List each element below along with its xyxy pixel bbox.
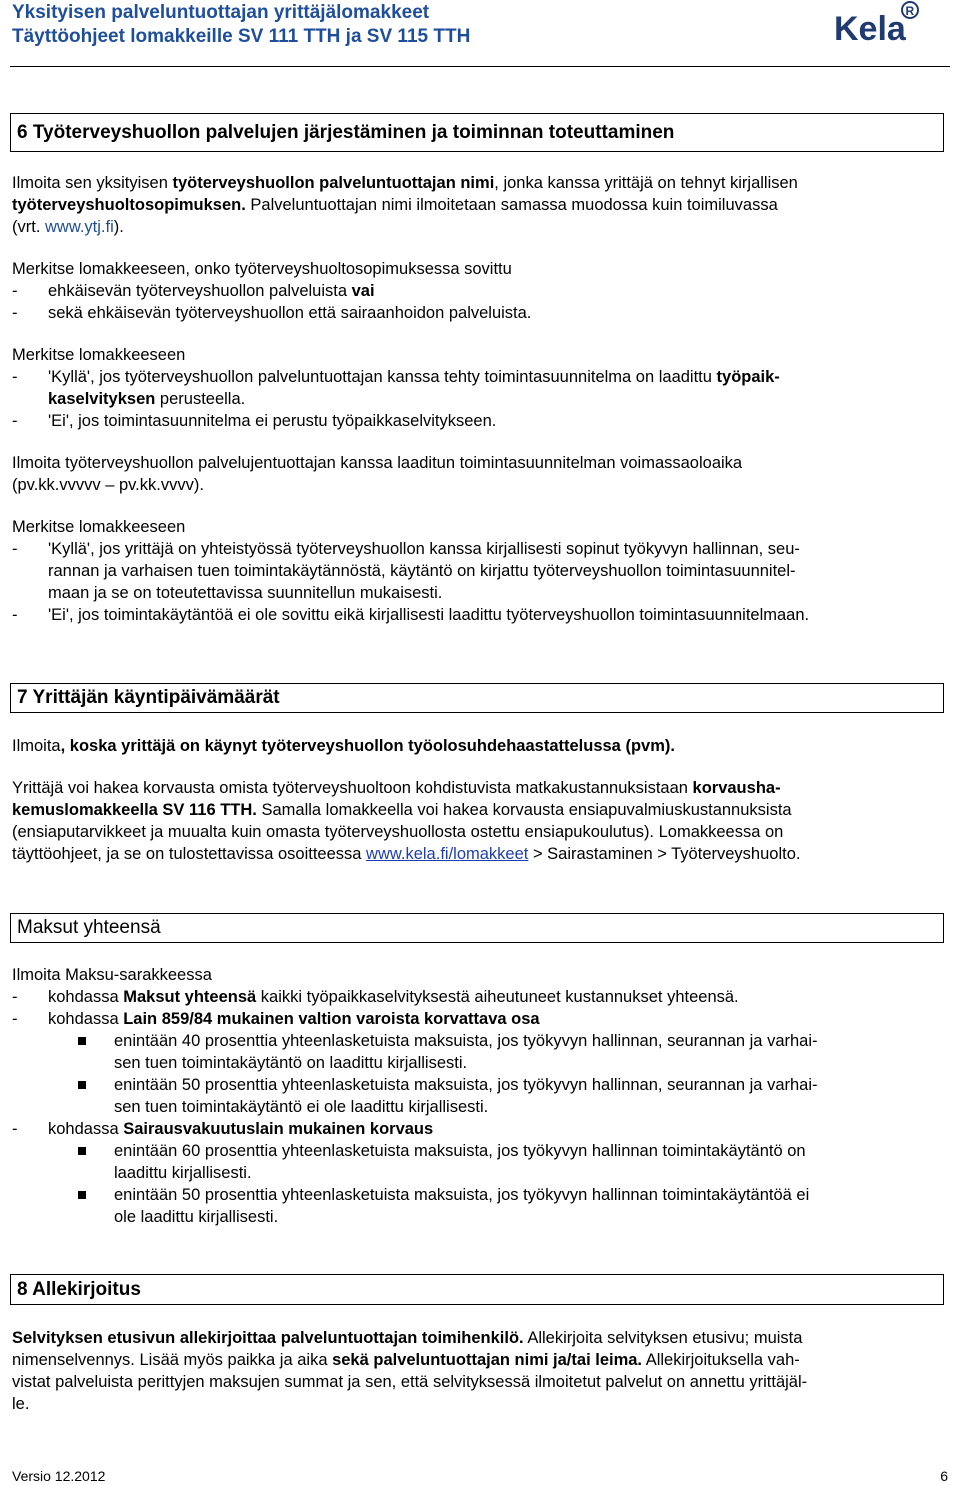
kela-lomakkeet-link[interactable]: www.kela.fi/lomakkeet xyxy=(366,845,529,863)
section-7-heading: 7 Yrittäjän käyntipäivämäärät xyxy=(10,683,944,713)
svg-text:R: R xyxy=(905,4,915,18)
list-item: - ehkäisevän työterveyshuollon palveluista vai xyxy=(12,282,375,300)
sub-list-item: enintään 60 prosenttia yhteenlasketuista maksuista, jos työkyvyn hallinnan toimintakäytäntö on laadittu kirjallisesti. xyxy=(12,1140,946,1184)
footer-version: Versio 12.2012 xyxy=(12,1468,106,1484)
section-6-heading: 6 Työterveyshuollon palvelujen järjestäminen ja toiminnan toteuttaminen xyxy=(10,113,944,152)
section-8-body: Selvityksen etusivun allekirjoittaa palveluntuottajan toimihenkilö. Allekirjoita selvityksen etusivu; muista nimenselvennys. Lisää myös paikka ja aika sekä palveluntuottajan nimi ja/tai leima. Allekirjoituksella vah- vistat palveluista perittyjen maksujen summat ja sen, että selvityksessä ilmoitetut palvelut on annettu yrittäjäl- le. xyxy=(12,1329,808,1413)
list-item: - 'Ei', jos toimintasuunnitelma ei perustu työpaikkaselvitykseen. xyxy=(12,412,497,430)
square-bullet-icon xyxy=(78,1191,86,1199)
square-bullet-icon xyxy=(78,1081,86,1089)
list-item: - kohdassa Sairausvakuutuslain mukainen korvaus xyxy=(12,1120,434,1138)
footer-page-number: 6 xyxy=(940,1468,948,1484)
kela-logo xyxy=(834,0,930,46)
square-bullet-icon xyxy=(78,1037,86,1045)
header-title: Yksityisen palveluntuottajan yrittäjälomakkeet xyxy=(12,2,430,23)
list-item: - 'Kyllä', jos yrittäjä on yhteistyössä työterveyshuollon kanssa kirjallisesti sopinut työkyvyn hallinnan, seu- rannan ja varhaisen tuen toimintakäytännöstä, käytäntö on kirjattu työterveyshuollon toimintasuunnitel- maan ja se on toteutettavissa suunnitellun mukaisesti. xyxy=(12,540,800,602)
section-6-body xyxy=(12,172,946,626)
list-item: - sekä ehkäisevän työterveyshuollon että sairaanhoidon palveluista. xyxy=(12,304,532,322)
list-item: - 'Ei', jos toimintakäytäntöä ei ole sovittu eikä kirjallisesti laadittu työterveyshuollon toimintasuunnitelmaan. xyxy=(12,606,810,624)
maksut-body xyxy=(12,964,946,1228)
list-item: - kohdassa Maksut yhteensä kaikki työpaikkaselvityksestä aiheutuneet kustannukset yhteensä. xyxy=(12,988,739,1006)
s6-paragraph-5: Merkitse lomakkeeseen - 'Kyllä', jos yrittäjä on yhteistyössä työterveyshuollon kanssa kirjallisesti sopinut työkyvyn hallinnan, seu- rannan ja varhaisen tuen toimintakäytännöstä, käytäntö on kirjattu työterveyshuollon toimintasuunnitel- maan ja se on toteutettavissa suunnitellun mukaisesti. - 'Ei', jos toimintakäytäntöä ei ole sovittu eikä kirjallisesti laadittu työterveyshuollon toimintasuunnitelmaan. xyxy=(12,516,946,626)
page-header xyxy=(12,0,470,49)
sub-list-item: enintään 40 prosenttia yhteenlasketuista maksuista, jos työkyvyn hallinnan, seurannan ja varhai- sen tuen toimintakäytäntö on laadittu kirjallisesti. xyxy=(12,1030,946,1074)
s7-paragraph-2: Yrittäjä voi hakea korvausta omista työterveyshuoltoon kohdistuvista matkakustannuksistaan korvausha- kemuslomakkeella SV 116 TTH. Samalla lomakkeella voi hakea korvausta ensiapuvalmiuskustannuksista (ensiaputarvikkeet ja muualta kuin omasta työterveyshuollosta ostettu ensiapukoulutus). Lomakkeessa on täyttöohjeet, ja se on tulostettavissa osoitteessa www.kela.fi/lomakkeet > Sairastaminen > Työterveyshuolto. xyxy=(12,779,801,863)
header-rule xyxy=(10,66,950,67)
maksut-intro: Ilmoita Maksu-sarakkeessa xyxy=(12,966,212,984)
s6-paragraph-2: Merkitse lomakkeeseen, onko työterveyshuoltosopimuksessa sovittu - ehkäisevän työterveyshuollon palveluista vai - sekä ehkäisevän työterveyshuollon että sairaanhoidon palveluista. xyxy=(12,258,946,324)
section-7-body xyxy=(12,735,946,865)
header-subtitle: Täyttöohjeet lomakkeille SV 111 TTH ja SV 115 TTH xyxy=(12,26,471,47)
svg-text:Kela: Kela xyxy=(834,10,906,46)
s6-paragraph-3: Merkitse lomakkeeseen - 'Kyllä', jos työterveyshuollon palveluntuottajan kanssa tehty toimintasuunnitelma on laadittu työpaik- kaselvityksen perusteella. - 'Ei', jos toimintasuunnitelma ei perustu työpaikkaselvitykseen. xyxy=(12,344,946,432)
s7-paragraph-1: Ilmoita, koska yrittäjä on käynyt työterveyshuollon työolosuhdehaastattelussa (pvm). xyxy=(12,737,675,755)
sub-list-item: enintään 50 prosenttia yhteenlasketuista maksuista, jos työkyvyn hallinnan toimintakäytäntöä ei ole laadittu kirjallisesti. xyxy=(12,1184,946,1228)
sub-list-item: enintään 50 prosenttia yhteenlasketuista maksuista, jos työkyvyn hallinnan, seurannan ja varhai- sen tuen toimintakäytäntö ei ole laadittu kirjallisesti. xyxy=(12,1074,946,1118)
list-item: - 'Kyllä', jos työterveyshuollon palveluntuottajan kanssa tehty toimintasuunnitelma on laadittu työpaik- kaselvityksen perusteella. xyxy=(12,368,780,408)
square-bullet-icon xyxy=(78,1147,86,1155)
maksut-heading: Maksut yhteensä xyxy=(10,913,944,943)
list-item: - kohdassa Lain 859/84 mukainen valtion varoista korvattava osa xyxy=(12,1010,540,1028)
ytj-link[interactable]: www.ytj.fi xyxy=(45,218,114,236)
section-8-heading: 8 Allekirjoitus xyxy=(10,1274,944,1305)
s6-paragraph-1: Ilmoita sen yksityisen työterveyshuollon palveluntuottajan nimi, jonka kanssa yrittäjä on tehnyt kirjallisen työterveyshuoltosopimuksen. Palveluntuottajan nimi ilmoitetaan samassa muodossa kuin toimiluvassa (vrt. www.ytj.fi). xyxy=(12,174,798,236)
s6-paragraph-4: Ilmoita työterveyshuollon palvelujentuottajan kanssa laaditun toimintasuunnitelman voimassaoloaika (pv.kk.vvvvv – pv.kk.vvvv). xyxy=(12,454,743,494)
